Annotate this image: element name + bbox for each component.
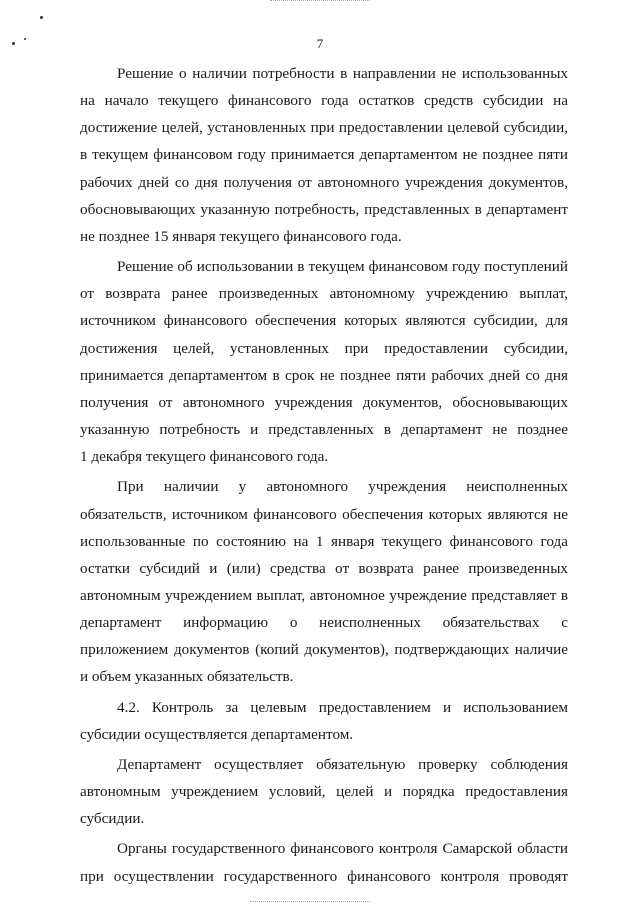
paragraph — [80, 60, 568, 250]
text-line: автономным учреждением выплат, автономное учреждение представляет в — [80, 586, 568, 604]
text-line: остатки субсидий и (или) средства от возврата ранее произведенных — [80, 559, 568, 577]
text-line: Департамент осуществляет обязательную проверку соблюдения — [117, 755, 568, 773]
document-body — [80, 60, 568, 890]
text-line: Решение об использовании в текущем финансовом году поступлений — [117, 258, 568, 276]
scan-edge-top — [270, 0, 370, 2]
text-line: на начало текущего финансового года остатков средств субсидии на — [80, 92, 568, 110]
paragraph — [80, 835, 568, 889]
text-line: достижения целей, установленных при предоставлении субсидии, — [80, 339, 568, 357]
text-line: в текущем финансовом году принимается департаментом не позднее пяти — [80, 146, 568, 164]
text-line: автономным учреждением условий, целей и порядка предоставления — [80, 783, 568, 801]
text-line: и объем указанных обязательств. — [80, 668, 294, 686]
text-line: Решение о наличии потребности в направлении не использованных — [117, 65, 568, 82]
paragraph — [80, 694, 568, 748]
text-line: обязательств, источником финансового обеспечения которых являются не — [80, 505, 568, 523]
text-line: 4.2. Контроль за целевым предоставлением и использованием — [117, 698, 568, 716]
text-line: департамент информацию о неисполненных обязательствах с — [80, 614, 568, 632]
text-line: Органы государственного финансового контроля Самарской области — [117, 840, 568, 858]
paragraph — [80, 751, 568, 832]
text-line: получения от автономного учреждения документов, обосновывающих — [80, 393, 568, 411]
text-line: источником финансового обеспечения которых являются субсидии, для — [80, 312, 568, 330]
scan-edge-bottom — [250, 901, 370, 903]
scan-speck — [40, 16, 43, 19]
page-number: 7 — [316, 36, 324, 51]
text-line: использованные по состоянию на 1 января текущего финансового года — [80, 532, 568, 550]
text-line: от возврата ранее произведенных автономному учреждению выплат, — [80, 285, 568, 303]
text-line: При наличии у автономного учреждения неисполненных — [117, 478, 568, 496]
text-line: указанную потребность и представленных в департамент не позднее — [80, 421, 568, 439]
text-line: обосновывающих указанную потребность, представленных в департамент — [80, 200, 568, 218]
text-line: не позднее 15 января текущего финансового года. — [80, 227, 402, 245]
text-line: достижение целей, установленных при предоставлении целевой субсидии, — [80, 119, 568, 137]
text-line: приложением документов (копий документов), подтверждающих наличие — [80, 641, 568, 659]
paragraph — [80, 253, 568, 470]
text-line: принимается департаментом в срок не позднее пяти рабочих дней со дня — [80, 366, 568, 384]
text-line: 1 декабря текущего финансового года. — [80, 448, 329, 466]
text-line: рабочих дней со дня получения от автономного учреждения документов, — [80, 173, 568, 191]
text-line: субсидии осуществляется департаментом. — [80, 725, 354, 743]
text-line: субсидии. — [80, 810, 145, 828]
paragraph — [80, 473, 568, 690]
text-line: при осуществлении государственного финансового контроля проводят — [80, 867, 568, 885]
